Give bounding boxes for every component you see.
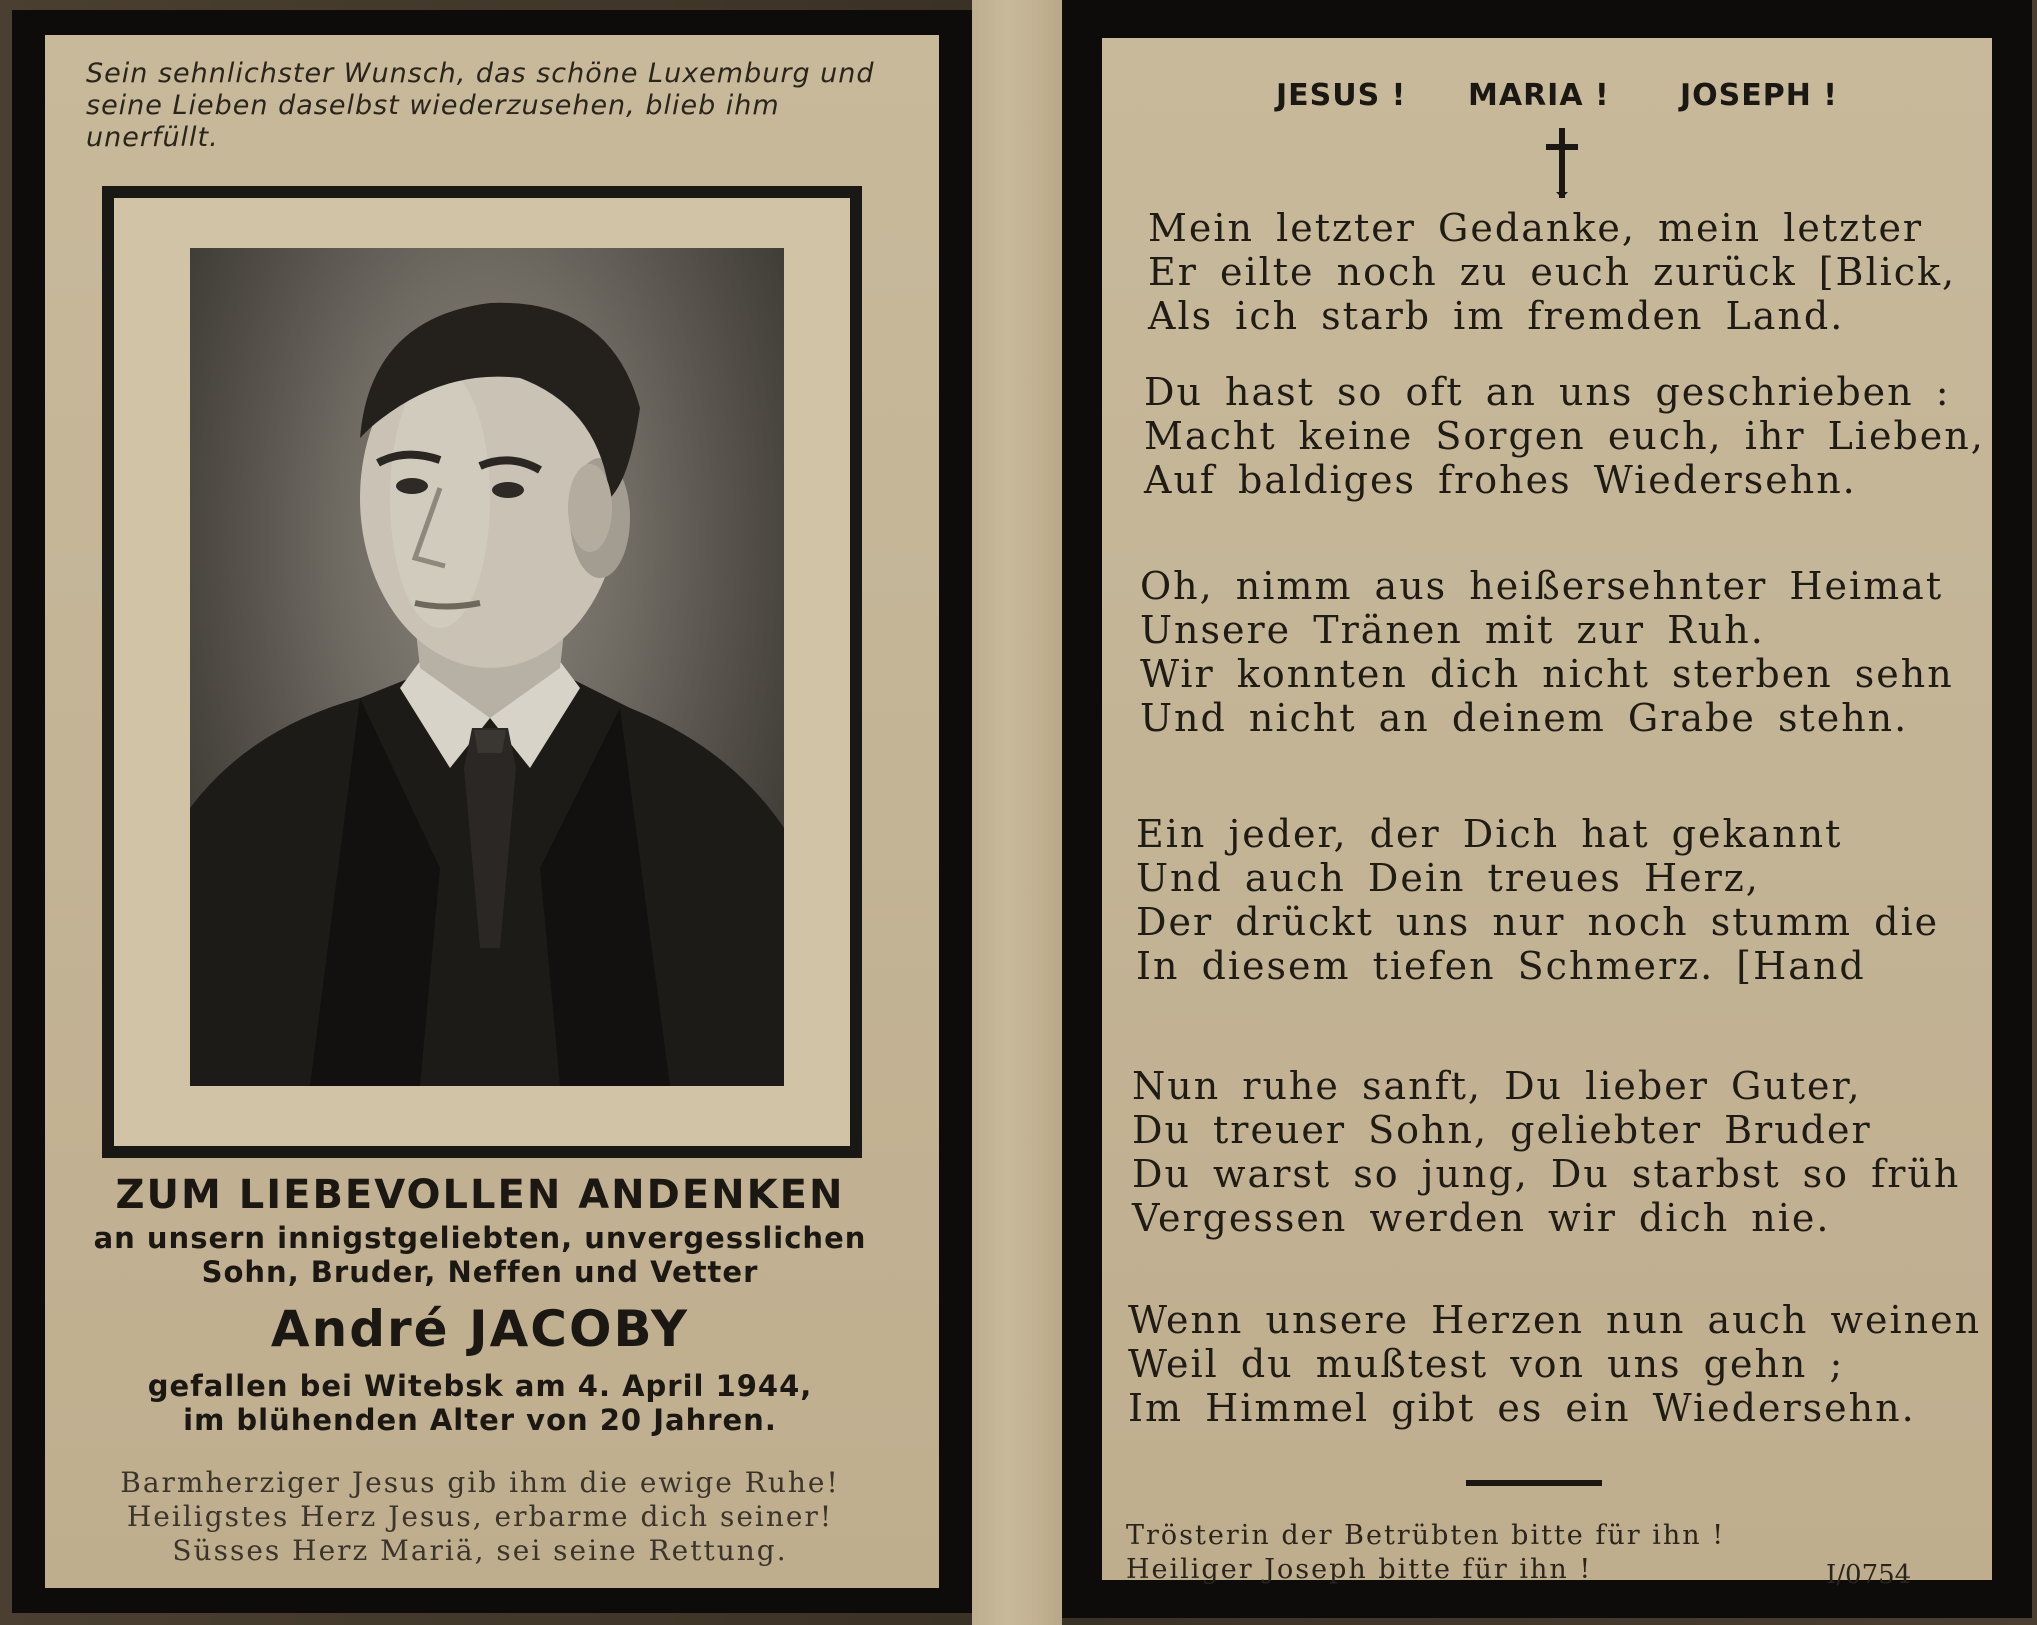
poem-line: Ein jeder, der Dich hat gekannt: [1136, 812, 1843, 856]
poem-line: Und nicht an deinem Grabe stehn.: [1140, 696, 1909, 740]
memorial-subline-2: Sohn, Bruder, Neffen und Vetter: [201, 1255, 759, 1289]
death-details-2: im blühenden Alter von 20 Jahren.: [183, 1403, 777, 1437]
print-code: I/0754: [1826, 1560, 1912, 1590]
death-details-1: gefallen bei Witebsk am 4. April 1944,: [147, 1369, 813, 1403]
poem-stanza-4: [1136, 812, 1996, 988]
poem-line: Du treuer Sohn, geliebter Bruder: [1132, 1108, 1872, 1152]
memorial-heading: ZUM LIEBEVOLLEN ANDENKEN: [115, 1172, 845, 1218]
cross-icon: [1542, 128, 1582, 198]
poem-line: Unsere Tränen mit zur Ruh.: [1140, 608, 1765, 652]
portrait-illustration: [190, 248, 784, 1086]
poem-line: Wenn unsere Herzen nun auch weinen: [1128, 1298, 1982, 1342]
memorial-subline-1: an unsern innigstgeliebten, unvergesslichen: [93, 1221, 867, 1255]
closing-prayer: Trösterin der Betrübten bitte für ihn !: [1126, 1520, 1726, 1551]
invocation-maria: MARIA !: [1468, 78, 1610, 113]
poem-line: In diesem tiefen Schmerz. [Hand: [1136, 944, 1866, 988]
poem-line: Er eilte noch zu euch zurück [Blick,: [1148, 250, 1957, 294]
closing-prayer: Heiliger Joseph bitte für ihn !: [1126, 1554, 1593, 1585]
prayer-line: Süsses Herz Mariä, sei seine Rettung.: [172, 1534, 788, 1567]
poem-line: Und auch Dein treues Herz,: [1136, 856, 1760, 900]
poem-line: Mein letzter Gedanke, mein letzter: [1148, 206, 1924, 250]
poem-line: Auf baldiges frohes Wiedersehn.: [1144, 458, 1857, 502]
poem-stanza-5: [1132, 1064, 1992, 1240]
poem-line: Du hast so oft an uns geschrieben :: [1144, 370, 1951, 414]
poem-line: Im Himmel gibt es ein Wiedersehn.: [1128, 1386, 1916, 1430]
poem-stanza-1: [1148, 206, 2008, 338]
poem-line: Du warst so jung, Du starbst so früh: [1132, 1152, 1961, 1196]
wish-text: Sein sehnlichster Wunsch, das schöne Luxemburg und seine Lieben daselbst wiederzusehen, blieb ihm unerfüllt.: [86, 58, 875, 153]
poem-line: Als ich starb im fremden Land.: [1148, 294, 1845, 338]
poem-stanza-6: [1128, 1298, 1988, 1430]
prayer-line: Barmherziger Jesus gib ihm die ewige Ruhe!: [120, 1466, 840, 1499]
poem-line: Der drückt uns nur noch stumm die: [1136, 900, 1940, 944]
invocation-joseph: JOSEPH !: [1680, 78, 1838, 113]
portrait-photo: [190, 248, 784, 1086]
deceased-name: André JACOBY: [270, 1300, 690, 1358]
poem-line: Macht keine Sorgen euch, ihr Lieben,: [1144, 414, 1985, 458]
poem-stanza-2: [1144, 370, 2004, 502]
poem-line: Nun ruhe sanft, Du lieber Guter,: [1132, 1064, 1862, 1108]
poem-line: Wir konnten dich nicht sterben sehn: [1140, 652, 1954, 696]
photo-frame: [102, 186, 862, 1158]
prayer-line: Heiligstes Herz Jesus, erbarme dich seiner!: [126, 1500, 834, 1533]
poem-line: Oh, nimm aus heißersehnter Heimat: [1140, 564, 1944, 608]
poem-line: Weil du mußtest von uns gehn ;: [1128, 1342, 1845, 1386]
photo-mat: [114, 198, 850, 1146]
poem-stanza-3: [1140, 564, 2000, 740]
poem-line: Vergessen werden wir dich nie.: [1132, 1196, 1831, 1240]
card-fold: [972, 0, 1062, 1625]
invocation-jesus: JESUS !: [1276, 78, 1407, 113]
divider-rule: [1466, 1480, 1602, 1486]
